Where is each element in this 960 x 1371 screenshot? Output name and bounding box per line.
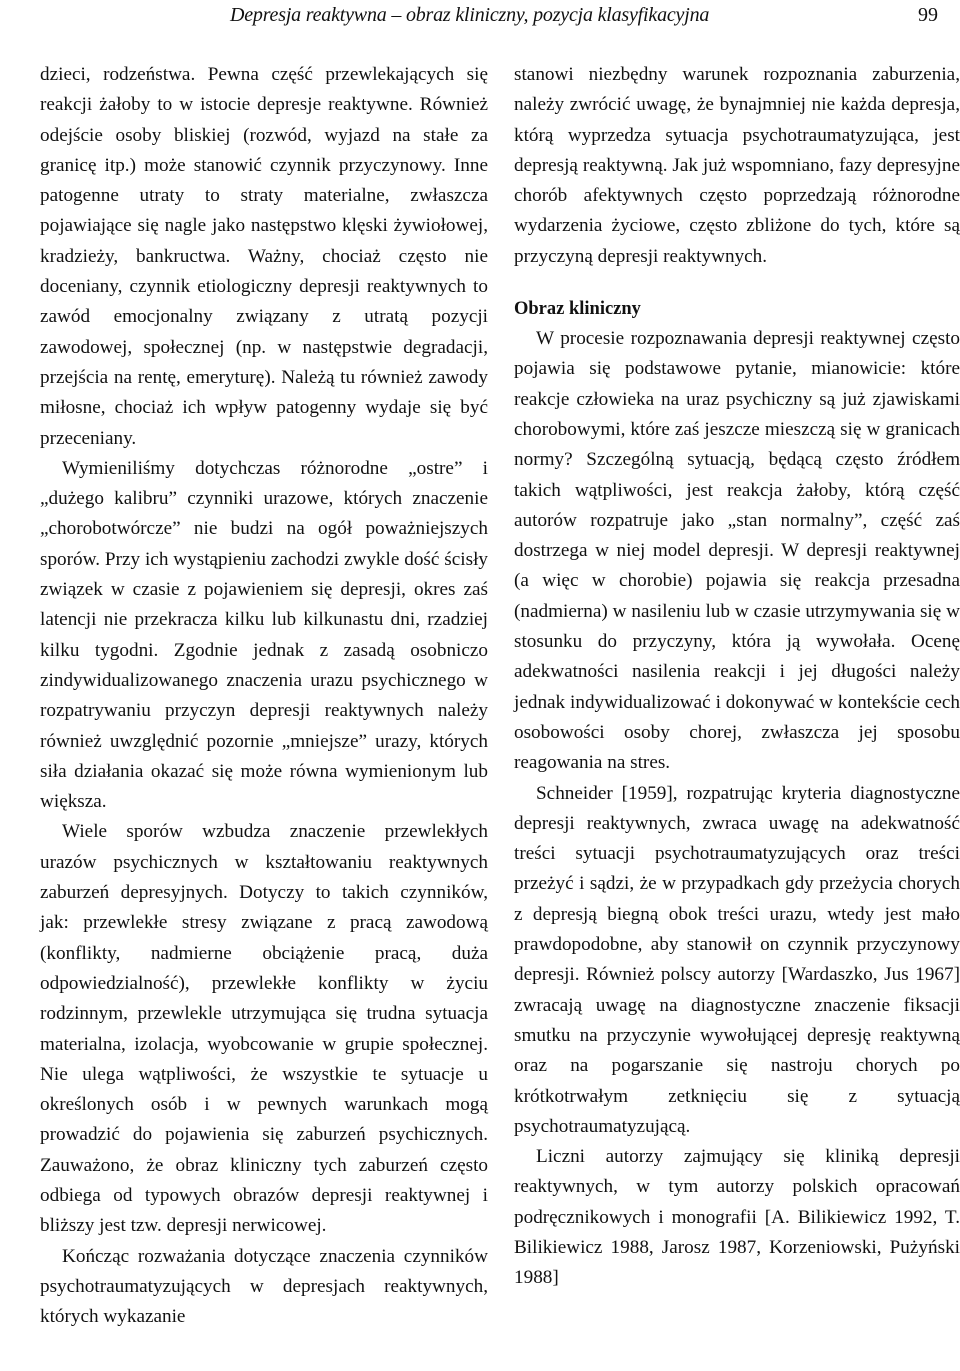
paragraph: Schneider [1959], rozpatrując kryteria diagnostyczne depresji reaktywnych, zwraca uwagę na adekwatność treści sytuacji psychotraumatyzujących oraz treści przeżyć i sądzi, że w przypadkach gdy przeżycia chorych z depresją biegną obok treści urazu, wtedy jest mało prawdopodobne, aby stanowił on czynnik przyczynowy depresji. Również polscy autorzy [Wardaszko, Jus 1967] zwracają uwagę na diagnostyczne znaczenie fiksacji smutku na przyczynie wywołującej depresję reaktywną oraz na pogarszanie się nastroju chorych po krótkotrwałym zetknięciu się z sytuacją psychotraumatyzującą. [514,782,960,1137]
running-title: Depresja reaktywna – obraz kliniczny, pozycja klasyfikacyjna [230,4,710,26]
paragraph: Liczni autorzy zajmujący się kliniką depresji reaktywnych, w tym autorzy polskich opracowań podręcznikowych i monografii [A. Bilikiewicz 1992, T. Bilikiewicz 1988, Jarosz 1987, Korzeniowski, Pużyński 1988] [514,1146,960,1289]
right-column [514,60,960,1294]
paragraph: dzieci, rodzeństwa. Pewna część przewlekających się reakcji żałoby to w istocie depresje reaktywne. Również odejście osoby bliskiej (rozwód, wyjazd na stałe za granicę itp.) może stanowić czynnik przyczynowy. Inne patogenne utraty to straty materialne, zwłaszcza pojawiające się nagle jako następstwo klęski żywiołowej, kradzieży, bankructwa. Ważny, chociaż często nie doceniany, czynnik etiologiczny depresji reaktywnych to zawód emocjonalny związany z utratą pozycji zawodowej, społecznej (np. w następstwie degradacji, przejścia na rentę, emeryturę). Należą tu również zawody miłosne, chociaż ich wpływ patogenny wydaje się być przeceniany. [40,64,488,449]
paragraph: Wymieniliśmy dotychczas różnorodne „ostre” i „dużego kalibru” czynniki urazowe, których znaczenie „chorobotwórcze” nie budzi na ogół poważniejszych sporów. Przy ich wystąpieniu zachodzi zwykle dość ścisły związek w czasie z pojawieniem się depresji, okres zaś latencji nie przekracza kilku lub kilkunastu dni, rzadziej kilku tygodni. Zgodnie jednak z zasadą osobniczo zindywidualizowanego znaczenia urazu psychicznego w rozpatrywaniu przyczyn depresji reaktywnych należy również uwzględnić pozornie „mniejsze” urazy, których siła działania okazać się może równa wymienionym lub większa. [40,457,488,813]
paragraph: Wiele sporów wzbudza znaczenie przewlekłych urazów psychicznych w kształtowaniu reaktywnych zaburzeń depresyjnych. Dotyczy to takich czynników, jak: przewlekłe stresy związane z pracą zawodową (konflikty, nadmierne obciążenie pracą, duża odpowiedzialność), przewlekłe konflikty w życiu rodzinnym, przewlekle utrzymująca się trudna sytuacja materialna, izolacja, wyobcowanie w grupie społecznej. Nie ulega wątpliwości, że wszystkie te sytuacje u określonych osób i w pewnych warunkach mogą prowadzić do pojawienia się zaburzeń psychicznych. Zauważono, że obraz kliniczny tych zaburzeń często odbiega od typowych obrazów depresji reaktywnej i bliższy jest tzw. depresji nerwicowej. [40,821,488,1237]
paragraph: stanowi niezbędny warunek rozpoznania zaburzenia, należy zwrócić uwagę, że bynajmniej nie każda depresja, którą wyprzedza sytuacja psychotraumatyzująca, jest depresją reaktywną. Jak już wspomniano, fazy depresyjne chorób afektywnych często poprzedzają różnorodne wydarzenia życiowe, często zbliżone do tych, które są przyczyną depresji reaktywnych. [514,64,960,267]
left-column [40,60,488,1332]
section-heading: Obraz kliniczny [514,299,641,320]
paragraph: W procesie rozpoznawania depresji reaktywnej często pojawia się podstawowe pytanie, mianowicie: które reakcje człowieka na uraz psychiczny są już zjawiskami chorobowymi, które zaś jeszcze mieszczą się w granicach normy? Szczególną sytuacją, będącą często źródłem takich wątpliwości, jest reakcja żałoby, którą część autorów rozpatruje jako „stan normalny”, część zaś dostrzega w niej model depresji. W depresji reaktywnej (a więc w chorobie) pojawia się reakcja przesadna (nadmierna) w nasileniu lub w czasie utrzymywania się w stosunku do przyczyny, która ją wywołała. Ocenę adekwatności nasilenia reakcji i jej długości należy jednak indywidualizować i dokonywać w kontekście cech osobowości osoby chorej, zwłaszcza jej sposobu reagowania na stres. [514,328,960,774]
paragraph: Kończąc rozważania dotyczące znaczenia czynników psychotraumatyzujących w depresjach reaktywnych, których wykazanie [40,1245,488,1328]
page-number: 99 [918,4,938,26]
